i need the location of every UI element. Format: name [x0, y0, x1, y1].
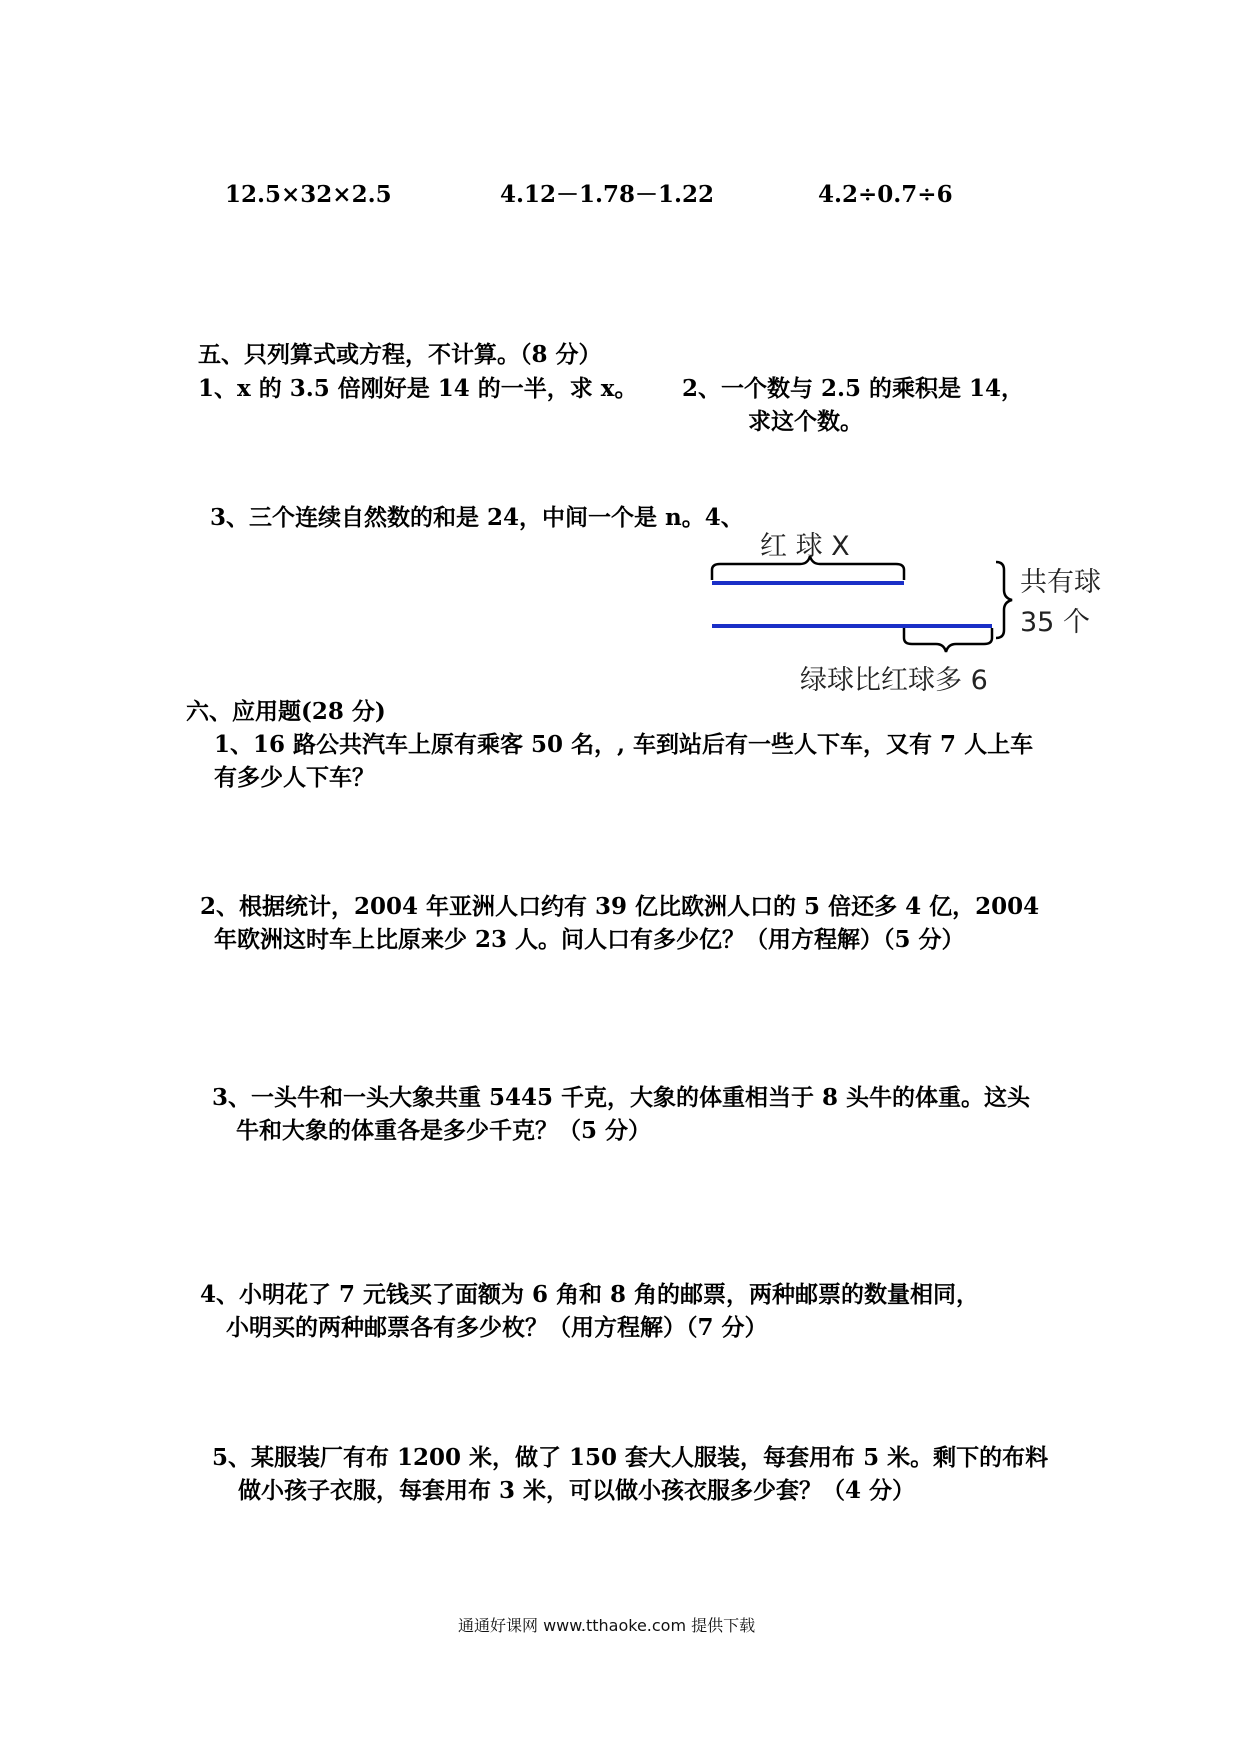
section5-question-2-line2: 求这个数。 — [748, 408, 863, 435]
diagram-top-label: 红 球 X — [760, 531, 850, 562]
bottom-brace — [904, 628, 992, 652]
section6-question-1-line2: 有多少人下车？ — [214, 764, 375, 791]
diagram-right-label-line1: 共有球 — [1020, 567, 1101, 598]
calc-expression-2: 4.12－1.78－1.22 — [500, 181, 715, 208]
section6-question-4-line1: 4、小明花了 7 元钱买了面额为 6 角和 8 角的邮票，两种邮票的数量相同， — [200, 1281, 980, 1308]
section6-question-2-line2: 年欧洲这时车上比原来少 23 人。问人口有多少亿？（用方程解）（5 分） — [214, 926, 965, 953]
section6-question-4-line2: 小明买的两种邮票各有多少枚？（用方程解）（7 分） — [226, 1314, 768, 1341]
section5-question-2-line1: 2、一个数与 2.5 的乘积是 14， — [682, 375, 1025, 402]
diagram-bottom-label: 绿球比红球多 6 — [800, 665, 988, 696]
section5-question-3-and-4: 3、三个连续自然数的和是 24，中间一个是 n。4、 — [210, 504, 744, 531]
section6-heading: 六、应用题(28 分) — [186, 698, 386, 725]
diagram-right-label-line2: 35 个 — [1020, 607, 1090, 638]
section6-question-2-line1: 2、根据统计，2004 年亚洲人口约有 39 亿比欧洲人口的 5 倍还多 4 亿，2004 — [200, 893, 1040, 920]
section6-question-3-line2: 牛和大象的体重各是多少千克？（5 分） — [236, 1117, 652, 1144]
section6-question-1-line1: 1、16 路公共汽车上原有乘客 50 名，, 车到站后有一些人下车，又有 7 人上车 — [214, 731, 1034, 758]
section6-question-5-line2: 做小孩子衣服，每套用布 3 米，可以做小孩衣服多少套？（4 分） — [238, 1477, 916, 1504]
calc-expression-3: 4.2÷0.7÷6 — [818, 181, 953, 208]
section5-question-1: 1、x 的 3.5 倍刚好是 14 的一半，求 x。 — [198, 375, 638, 402]
right-brace — [996, 562, 1012, 638]
section5-heading: 五、只列算式或方程，不计算。（8 分） — [198, 341, 602, 368]
calc-expression-1: 12.5×32×2.5 — [225, 181, 392, 208]
footer-credit: 通通好课网 www.tthaoke.com 提供下载 — [458, 1616, 756, 1635]
section6-question-3-line1: 3、一头牛和一头大象共重 5445 千克，大象的体重相当于 8 头牛的体重。这头 — [212, 1084, 1031, 1111]
section6-question-5-line1: 5、某服装厂有布 1200 米，做了 150 套大人服装，每套用布 5 米。剩下的布料 — [212, 1444, 1049, 1471]
